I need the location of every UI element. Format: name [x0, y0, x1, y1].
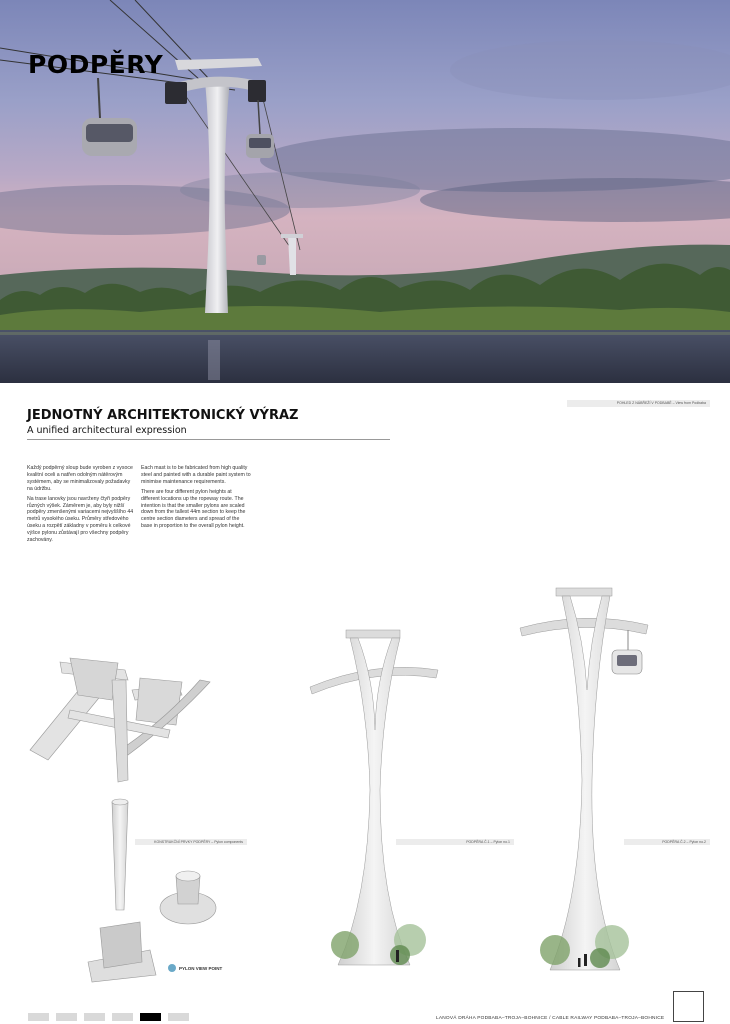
view-caption: POHLED Z NÁBŘEŽÍ V PODBABĚ – View from Podbaba: [567, 400, 710, 407]
pylon-drawings: [0, 570, 730, 1010]
text-column-czech: [27, 465, 135, 547]
location-pin-icon: [168, 964, 176, 972]
page-chip[interactable]: [84, 1013, 105, 1021]
project-title: LANOVÁ DRÁHA PODBABA–TROJA–BOHNICE / CABLE RAILWAY PODBABA–TROJA–BOHNICE: [436, 1016, 665, 1021]
page-chip[interactable]: [56, 1013, 77, 1021]
sheet-number-box: [673, 991, 704, 1022]
pylon-1-label: PODPĚRA Č.1 – Pylon no.1: [396, 839, 514, 845]
paragraph: Each mast is to be fabricated from high quality steel and painted with a durable paint system to minimise maintenance requirements.: [141, 465, 251, 485]
pylon-components-drawing: [30, 658, 216, 982]
page-chip[interactable]: [28, 1013, 49, 1021]
page-chip[interactable]: [168, 1013, 189, 1021]
pylon-2-label: PODPĚRA Č.2 – Pylon no.2: [624, 839, 710, 845]
paragraph: Každý podpěrný sloup bude vyroben z vysoce kvalitní oceli a natřen odolným nátěrovým systémem, aby se minimalizovaly požadavky na údržbu.: [27, 465, 133, 492]
section-subheading: A unified architectural expression: [27, 425, 187, 436]
hero-render: [0, 0, 730, 383]
page-title: PODPĚRY: [28, 50, 164, 79]
paragraph: There are four different pylon heights at different locations up the ropeway route. The intention is that the smaller pylons are scaled down from the tallest 44m section to keep the centre section diameters and spread of the base in proportion to the overall pylon height.: [141, 488, 246, 530]
section-heading: JEDNOTNÝ ARCHITEKTONICKÝ VÝRAZ: [27, 408, 299, 423]
pylon-1-drawing: [310, 630, 438, 965]
pov-label: PYLON VIEW POINT: [179, 966, 223, 971]
paragraph: Na trase lanovky jsou navrženy čtyři podpěry různých výšek. Záměrem je, aby byly nižší podpěry zmenšenými variacemi nejvyššího 44 metrů vysokého úseku. Průměry středového úseku a rozpětí základny v poměru k celkové výšce pylonu zůstávají pro všechny podpěry zachovány.: [27, 495, 134, 544]
page-chip[interactable]: [112, 1013, 133, 1021]
pylon-2-drawing: [520, 588, 648, 970]
heading-divider: [27, 439, 390, 440]
components-label: KONSTRUKČNÍ PRVKY PODPĚRY – Pylon components: [135, 839, 247, 845]
page-chip-active[interactable]: [140, 1013, 161, 1021]
text-column-english: [141, 465, 251, 533]
